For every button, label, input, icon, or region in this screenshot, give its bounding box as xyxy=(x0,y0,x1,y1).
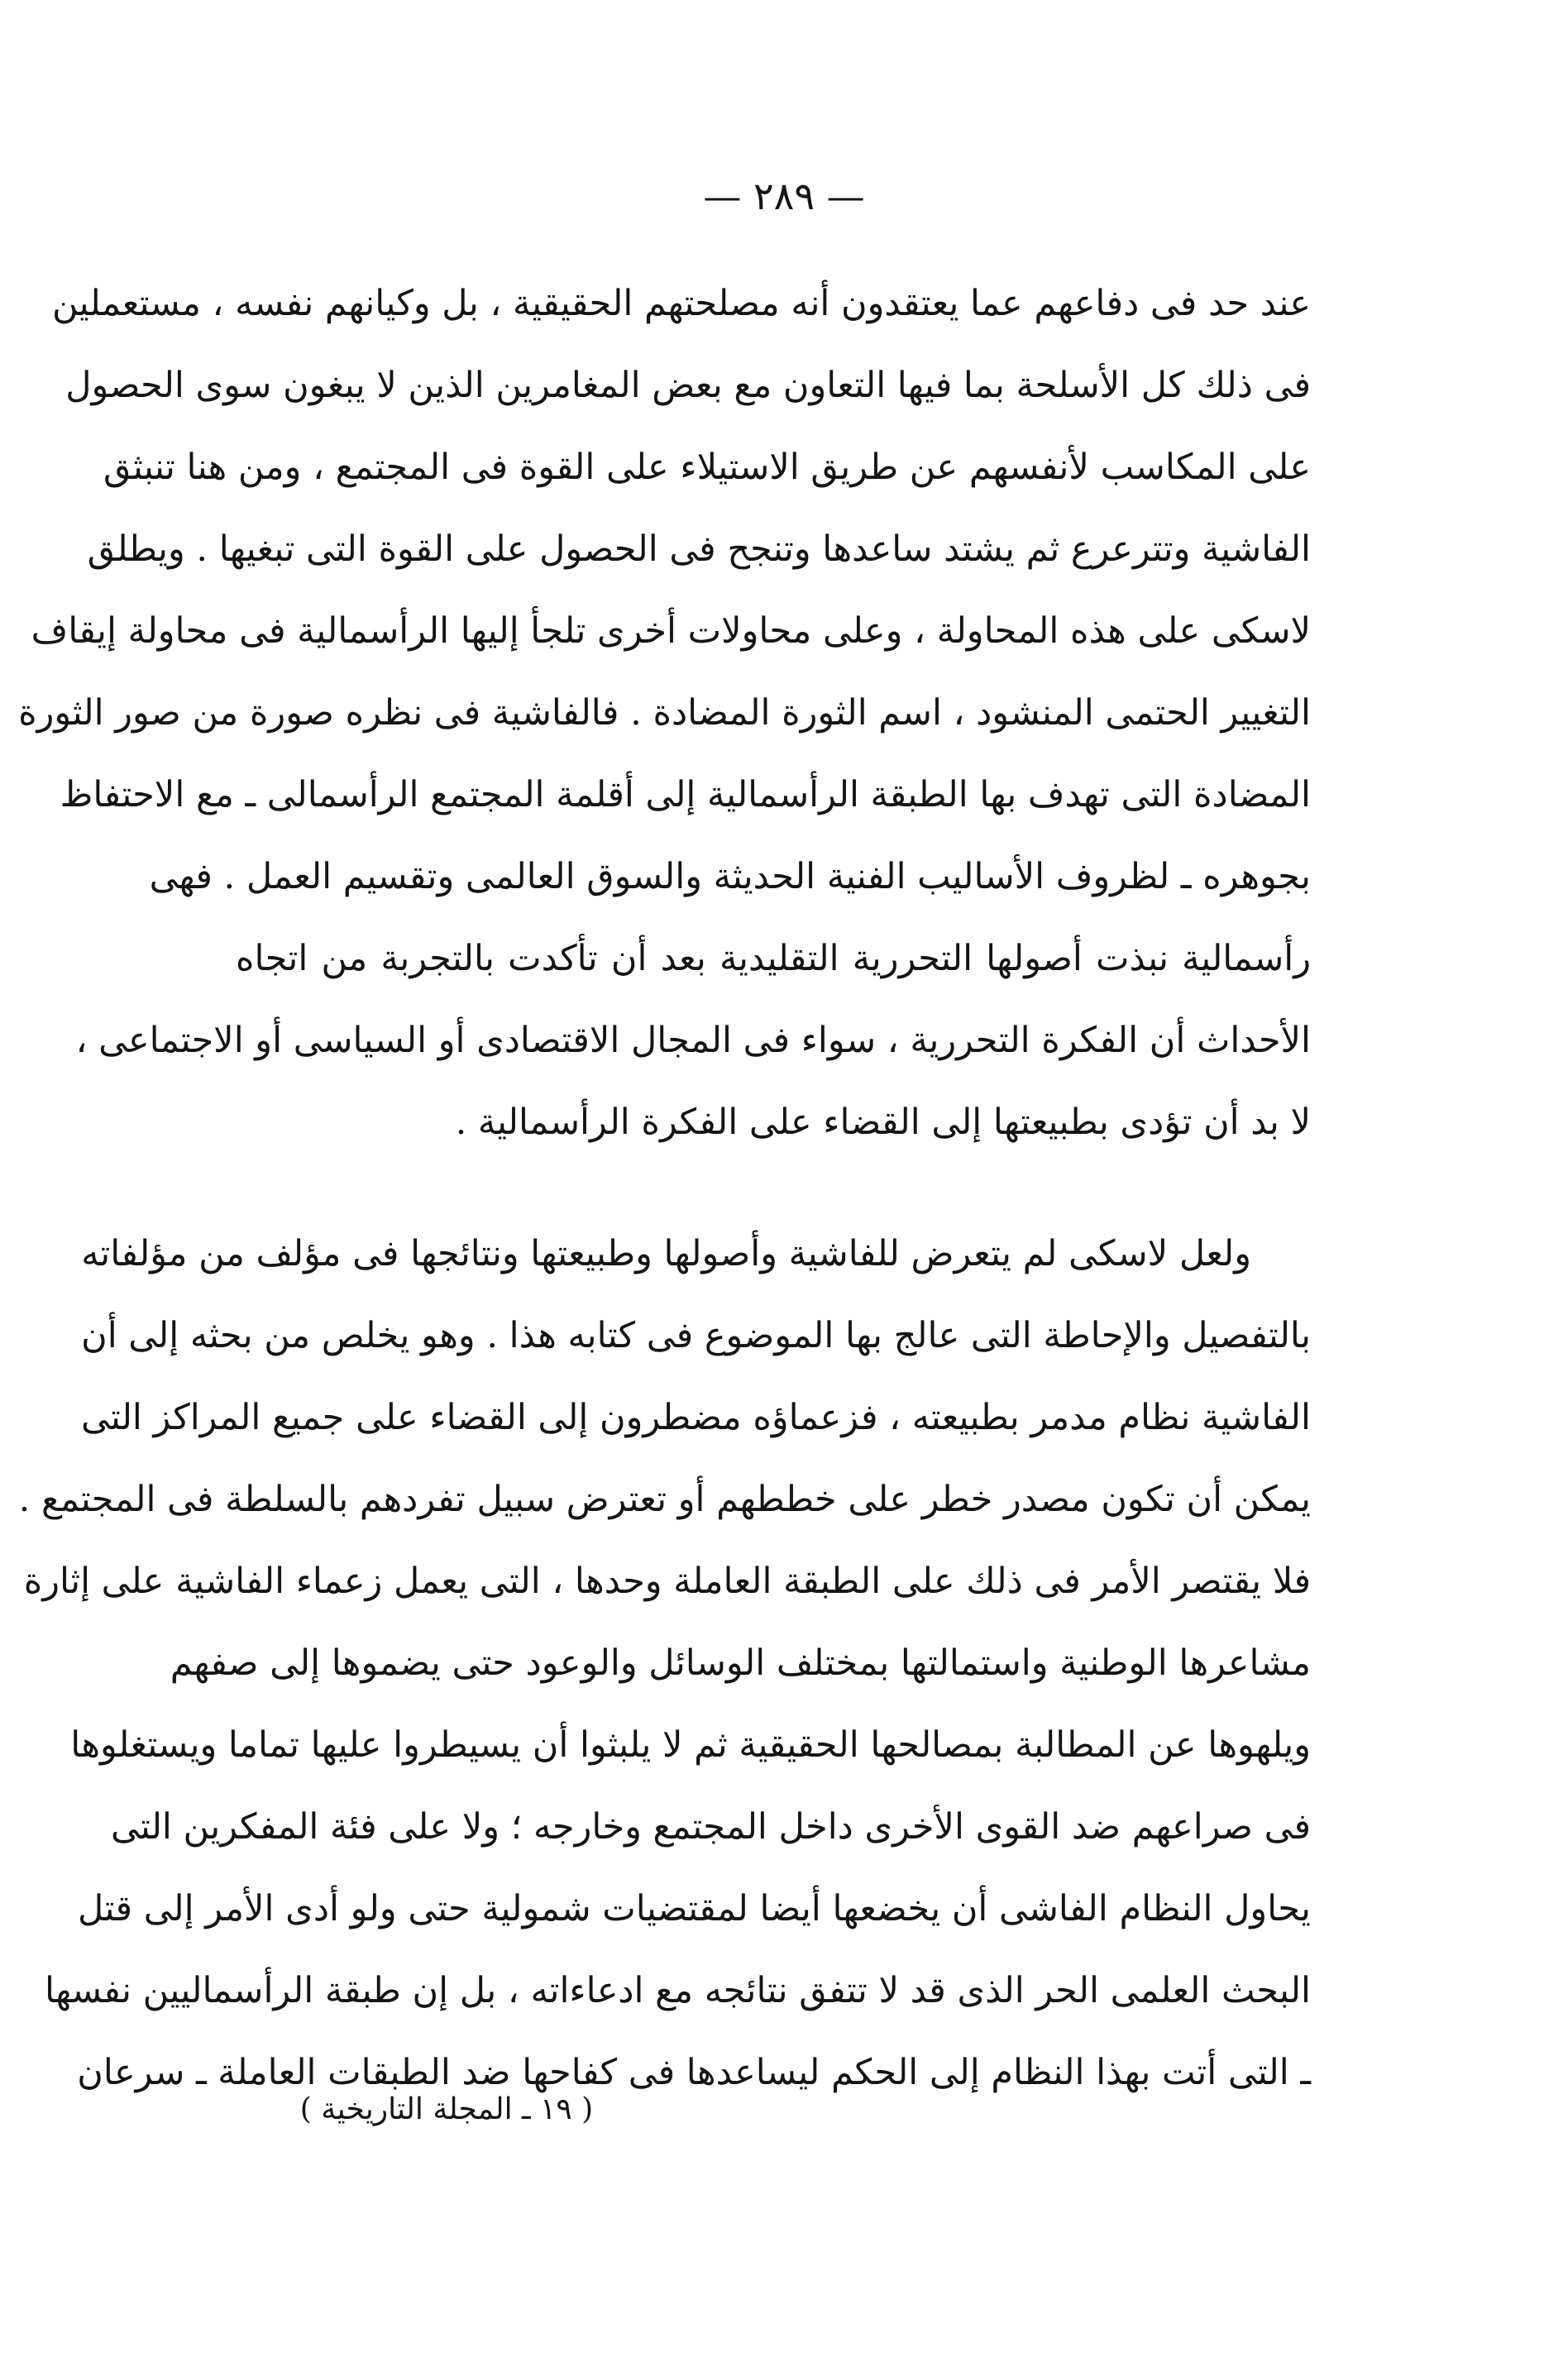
text-line: يمكن أن تكون مصدر خطر على خططهم أو تعترض سبيل تفردهم بالسلطة فى المجتمع . xyxy=(18,1479,1311,1520)
text-line: المضادة التى تهدف بها الطبقة الرأسمالية إلى أقلمة المجتمع الرأسمالى ـ مع الاحتفاظ xyxy=(60,774,1311,815)
text-line: الأحداث أن الفكرة التحررية ، سواء فى المجال الاقتصادى أو السياسى أو الاجتماعى ، xyxy=(75,1020,1311,1061)
text-line: فلا يقتصر الأمر فى ذلك على الطبقة العاملة وحدها ، التى يعمل زعماء الفاشية على إثارة xyxy=(23,1561,1311,1602)
paragraph-2 xyxy=(18,1213,1311,2114)
text-line: بالتفصيل والإحاطة التى عالج بها الموضوع فى كتابه هذا . وهو يخلص من بحثه إلى أن xyxy=(81,1315,1311,1356)
text-line: فى صراعهم ضد القوى الأخرى داخل المجتمع وخارجه ؛ ولا على فئة المفكرين التى xyxy=(111,1806,1311,1848)
text-line: التغيير الحتمى المنشود ، اسم الثورة المضادة . فالفاشية فى نظره صورة من صور الثورة xyxy=(18,692,1311,734)
body-text xyxy=(18,263,1311,2114)
text-line: ـ التى أتت بهذا النظام إلى الحكم ليساعدها فى كفاحها ضد الطبقات العاملة ـ سرعان xyxy=(77,2052,1311,2093)
text-line: ولعل لاسكى لم يتعرض للفاشية وأصولها وطبيعتها ونتائجها فى مؤلف من مؤلفاته xyxy=(81,1233,1251,1274)
text-line: فى ذلك كل الأسلحة بما فيها التعاون مع بعض المغامرين الذين لا يبغون سوى الحصول xyxy=(65,365,1311,406)
paragraph-1 xyxy=(18,263,1311,1164)
text-line: بجوهره ـ لظروف الأساليب الفنية الحديثة والسوق العالمى وتقسيم العمل . فهى xyxy=(149,856,1311,897)
text-line: مشاعرها الوطنية واستمالتها بمختلف الوسائل والوعود حتى يضموها إلى صفهم xyxy=(170,1642,1311,1684)
text-line: الفاشية وتترعرع ثم يشتد ساعدها وتنجح فى الحصول على القوة التى تبغيها . ويطلق xyxy=(87,528,1311,570)
text-line: البحث العلمى الحر الذى قد لا تتفق نتائجه مع ادعاءاته ، بل إن طبقة الرأسماليين نفسها xyxy=(45,1970,1311,2011)
text-line: لا بد أن تؤدى بطبيعتها إلى القضاء على الفكرة الرأسمالية . xyxy=(455,1102,1311,1143)
page-number: — ٢٨٩ — xyxy=(703,174,865,218)
text-line: يحاول النظام الفاشى أن يخضعها أيضا لمقتضيات شمولية حتى ولو أدى الأمر إلى قتل xyxy=(77,1888,1311,1929)
text-line: عند حد فى دفاعهم عما يعتقدون أنه مصلحتهم الحقيقية ، بل وكيانهم نفسه ، مستعملين xyxy=(51,283,1311,324)
footer-signature: ( ١٩ ـ المجلة التاريخية ) xyxy=(299,2092,594,2126)
paragraph-gap xyxy=(236,1164,1311,1213)
text-line: لاسكى على هذه المحاولة ، وعلى محاولات أخرى تلجأ إليها الرأسمالية فى محاولة إيقاف xyxy=(31,610,1311,652)
text-line: الفاشية نظام مدمر بطبيعته ، فزعماؤه مضطرون إلى القضاء على جميع المراكز التى xyxy=(81,1397,1311,1438)
text-line: رأسمالية نبذت أصولها التحررية التقليدية بعد أن تأكدت بالتجربة من اتجاه xyxy=(236,938,1311,979)
text-line: على المكاسب لأنفسهم عن طريق الاستيلاء على القوة فى المجتمع ، ومن هنا تنبثق xyxy=(103,447,1311,488)
text-line: ويلهوها عن المطالبة بمصالحها الحقيقية ثم لا يلبثوا أن يسيطروا عليها تماما ويستغلوها xyxy=(70,1724,1311,1766)
